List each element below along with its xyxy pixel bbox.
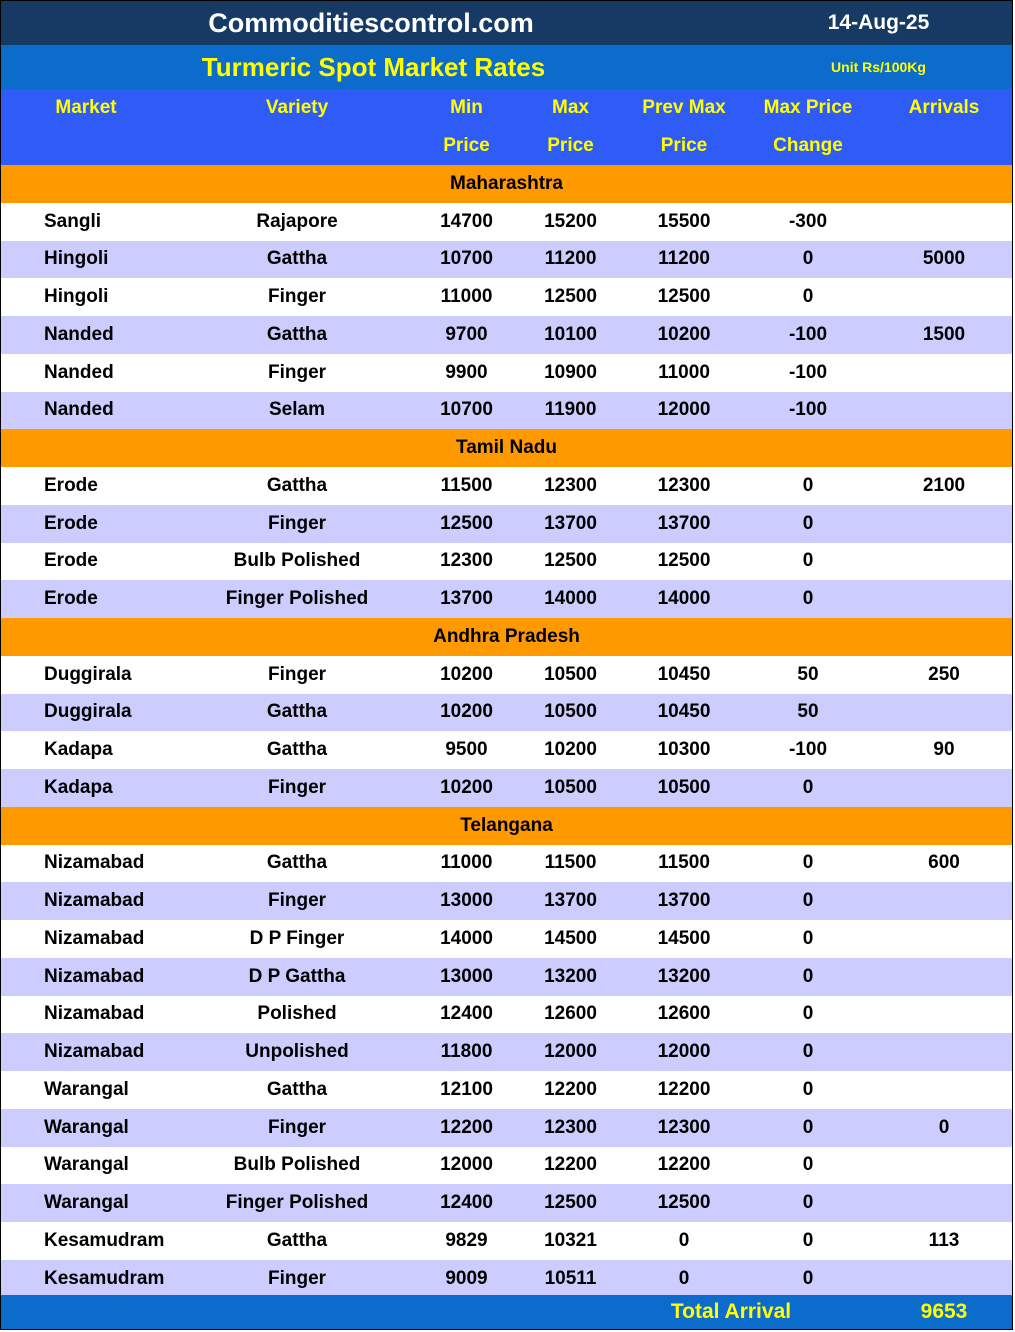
table-row bbox=[1, 580, 1012, 618]
table-row bbox=[1, 543, 1012, 581]
table-header bbox=[1, 89, 1012, 165]
cell-max-price-change: -100 bbox=[788, 739, 828, 761]
cell-arrivals bbox=[881, 392, 1007, 430]
cell-min-price: 10700 bbox=[440, 248, 493, 270]
table-row bbox=[1, 203, 1012, 241]
table-row bbox=[1, 920, 1012, 958]
cell-variety: Finger bbox=[267, 776, 327, 798]
col-min-line1: Min bbox=[450, 97, 483, 118]
col-arrivals: Arrivals bbox=[908, 97, 980, 118]
cell-max-price: 12500 bbox=[544, 286, 597, 308]
cell-arrivals bbox=[881, 580, 1007, 618]
cell-max-price: 12500 bbox=[544, 1192, 597, 1214]
cell-variety: D P Finger bbox=[249, 927, 345, 949]
cell-market: Sangli bbox=[44, 210, 102, 232]
cell-arrivals bbox=[881, 1033, 1007, 1071]
table-row bbox=[1, 731, 1012, 769]
col-max-line1: Max bbox=[552, 97, 589, 118]
cell-arrivals bbox=[881, 882, 1007, 920]
cell-max-price: 10500 bbox=[544, 776, 597, 798]
cell-market: Nizamabad bbox=[44, 965, 145, 987]
table-row bbox=[1, 354, 1012, 392]
cell-variety: Finger bbox=[267, 1116, 327, 1138]
cell-arrivals: 250 bbox=[928, 663, 960, 685]
cell-arrivals: 5000 bbox=[922, 248, 966, 270]
cell-min-price: 9900 bbox=[445, 361, 488, 383]
cell-min-price: 12300 bbox=[440, 550, 493, 572]
cell-market: Erode bbox=[44, 512, 98, 534]
cell-market: Warangal bbox=[44, 1116, 129, 1138]
cell-max-price: 13700 bbox=[544, 512, 597, 534]
cell-prev-max-price: 12000 bbox=[657, 1041, 711, 1063]
cell-min-price: 12400 bbox=[440, 1192, 493, 1214]
cell-max-price-change: 0 bbox=[802, 1041, 814, 1063]
cell-prev-max-price: 12500 bbox=[657, 286, 711, 308]
cell-max-price-change: 0 bbox=[802, 1078, 814, 1100]
cell-arrivals bbox=[881, 769, 1007, 807]
table-row bbox=[1, 996, 1012, 1034]
cell-min-price: 10700 bbox=[440, 399, 493, 421]
cell-min-price: 14700 bbox=[440, 210, 493, 232]
cell-prev-max-price: 12200 bbox=[657, 1154, 711, 1176]
cell-variety: D P Gattha bbox=[248, 965, 346, 987]
cell-max-price-change: 0 bbox=[802, 1116, 814, 1138]
cell-prev-max-price: 12000 bbox=[657, 399, 711, 421]
cell-market: Nizamabad bbox=[44, 890, 145, 912]
cell-max-price: 12200 bbox=[544, 1154, 597, 1176]
cell-variety: Finger bbox=[267, 890, 327, 912]
cell-max-price: 13200 bbox=[544, 965, 597, 987]
cell-max-price: 12000 bbox=[544, 1041, 597, 1063]
table-row bbox=[1, 1147, 1012, 1185]
cell-market: Erode bbox=[44, 588, 98, 610]
col-market: Market bbox=[55, 97, 117, 118]
cell-arrivals: 90 bbox=[933, 739, 955, 761]
cell-max-price: 12200 bbox=[544, 1078, 597, 1100]
col-min-line2: Price bbox=[443, 135, 490, 156]
cell-min-price: 12200 bbox=[440, 1116, 493, 1138]
cell-variety: Bulb Polished bbox=[233, 1154, 361, 1176]
cell-prev-max-price: 10450 bbox=[657, 701, 711, 723]
cell-prev-max-price: 11000 bbox=[658, 361, 710, 383]
cell-market: Warangal bbox=[44, 1192, 129, 1214]
cell-max-price-change: 0 bbox=[802, 1154, 814, 1176]
cell-prev-max-price: 10200 bbox=[657, 323, 711, 345]
cell-max-price-change: 0 bbox=[802, 512, 814, 534]
cell-max-price: 14500 bbox=[544, 927, 597, 949]
table-row bbox=[1, 505, 1012, 543]
cell-prev-max-price: 11500 bbox=[658, 852, 710, 874]
cell-max-price-change: 0 bbox=[802, 852, 814, 874]
cell-min-price: 12400 bbox=[440, 1003, 493, 1025]
cell-min-price: 12100 bbox=[440, 1078, 493, 1100]
cell-arrivals: 113 bbox=[928, 1229, 960, 1251]
cell-max-price: 12300 bbox=[544, 1116, 597, 1138]
cell-variety: Bulb Polished bbox=[233, 550, 361, 572]
cell-prev-max-price: 12300 bbox=[657, 1116, 711, 1138]
table-row bbox=[1, 694, 1012, 732]
cell-prev-max-price: 0 bbox=[678, 1267, 690, 1289]
cell-prev-max-price: 13700 bbox=[657, 890, 711, 912]
region-row bbox=[1, 807, 1012, 845]
cell-prev-max-price: 13200 bbox=[657, 965, 711, 987]
cell-arrivals bbox=[881, 543, 1007, 581]
cell-min-price: 13000 bbox=[440, 965, 493, 987]
cell-market: Nizamabad bbox=[44, 1003, 145, 1025]
region-row bbox=[1, 429, 1012, 467]
cell-variety: Gattha bbox=[266, 248, 328, 270]
cell-market: Nizamabad bbox=[44, 852, 145, 874]
cell-max-price: 10500 bbox=[544, 701, 597, 723]
cell-max-price: 11200 bbox=[544, 248, 597, 270]
cell-min-price: 9009 bbox=[445, 1267, 488, 1289]
col-change-line2: Change bbox=[773, 135, 843, 156]
cell-max-price-change: 0 bbox=[802, 588, 814, 610]
cell-max-price: 10200 bbox=[544, 739, 597, 761]
cell-prev-max-price: 12200 bbox=[657, 1078, 711, 1100]
page-title: Turmeric Spot Market Rates bbox=[201, 51, 546, 82]
cell-prev-max-price: 12300 bbox=[657, 474, 711, 496]
cell-arrivals bbox=[881, 1147, 1007, 1185]
cell-arrivals bbox=[881, 1184, 1007, 1222]
total-row bbox=[1, 1295, 1012, 1329]
table-row bbox=[1, 882, 1012, 920]
cell-variety: Rajapore bbox=[256, 210, 338, 232]
table-row bbox=[1, 1109, 1012, 1147]
cell-prev-max-price: 0 bbox=[678, 1229, 690, 1251]
cell-min-price: 9700 bbox=[445, 323, 488, 345]
cell-arrivals: 2100 bbox=[922, 474, 966, 496]
cell-max-price-change: 0 bbox=[802, 286, 814, 308]
region-name: Telangana bbox=[460, 814, 553, 836]
cell-market: Duggirala bbox=[44, 663, 132, 685]
cell-variety: Selam bbox=[269, 399, 325, 421]
cell-min-price: 9829 bbox=[445, 1229, 488, 1251]
table-row bbox=[1, 1033, 1012, 1071]
cell-max-price-change: -100 bbox=[788, 323, 828, 345]
cell-prev-max-price: 12500 bbox=[657, 550, 711, 572]
cell-market: Kadapa bbox=[44, 739, 113, 761]
cell-market: Nanded bbox=[44, 399, 114, 421]
region-name: Maharashtra bbox=[450, 172, 563, 194]
cell-max-price: 10900 bbox=[544, 361, 597, 383]
cell-arrivals bbox=[881, 1071, 1007, 1109]
region-row bbox=[1, 618, 1012, 656]
cell-variety: Finger bbox=[267, 286, 327, 308]
cell-prev-max-price: 14500 bbox=[657, 927, 711, 949]
cell-arrivals bbox=[881, 694, 1007, 732]
cell-max-price: 11500 bbox=[544, 852, 597, 874]
cell-max-price-change: 0 bbox=[802, 965, 814, 987]
region-name: Tamil Nadu bbox=[456, 437, 557, 459]
cell-min-price: 10200 bbox=[440, 776, 493, 798]
cell-variety: Gattha bbox=[266, 1229, 328, 1251]
region-row bbox=[1, 165, 1012, 203]
cell-max-price-change: -100 bbox=[788, 399, 828, 421]
report-date: 14-Aug-25 bbox=[827, 11, 930, 34]
col-variety: Variety bbox=[265, 97, 329, 118]
table-row bbox=[1, 392, 1012, 430]
cell-min-price: 9500 bbox=[445, 739, 488, 761]
cell-prev-max-price: 13700 bbox=[657, 512, 711, 534]
cell-market: Erode bbox=[44, 474, 98, 496]
cell-arrivals bbox=[881, 996, 1007, 1034]
table-row bbox=[1, 958, 1012, 996]
table-row bbox=[1, 1260, 1012, 1298]
cell-variety: Gattha bbox=[266, 852, 328, 874]
col-max-line2: Price bbox=[547, 135, 594, 156]
cell-prev-max-price: 10500 bbox=[657, 776, 711, 798]
cell-market: Nizamabad bbox=[44, 927, 145, 949]
cell-variety: Gattha bbox=[266, 474, 328, 496]
cell-market: Warangal bbox=[44, 1154, 129, 1176]
cell-max-price: 12300 bbox=[544, 474, 597, 496]
cell-market: Duggirala bbox=[44, 701, 132, 723]
cell-variety: Finger Polished bbox=[225, 588, 369, 610]
cell-prev-max-price: 14000 bbox=[657, 588, 711, 610]
cell-max-price-change: 0 bbox=[802, 890, 814, 912]
cell-arrivals bbox=[881, 203, 1007, 241]
cell-max-price-change: 50 bbox=[797, 701, 819, 723]
cell-min-price: 12000 bbox=[440, 1154, 493, 1176]
cell-min-price: 10200 bbox=[440, 701, 493, 723]
cell-min-price: 11800 bbox=[440, 1041, 493, 1063]
cell-arrivals bbox=[881, 505, 1007, 543]
region-name: Andhra Pradesh bbox=[433, 625, 580, 647]
cell-prev-max-price: 10450 bbox=[657, 663, 711, 685]
cell-min-price: 14000 bbox=[440, 927, 493, 949]
cell-max-price-change: 0 bbox=[802, 1229, 814, 1251]
cell-max-price: 10321 bbox=[544, 1229, 597, 1251]
total-value: 9653 bbox=[920, 1300, 968, 1323]
cell-variety: Unpolished bbox=[245, 1041, 349, 1063]
cell-arrivals bbox=[881, 1260, 1007, 1298]
cell-max-price-change: 0 bbox=[802, 927, 814, 949]
table-row bbox=[1, 845, 1012, 883]
site-bar bbox=[1, 1, 1012, 45]
cell-max-price-change: 0 bbox=[802, 776, 814, 798]
cell-market: Kesamudram bbox=[44, 1267, 165, 1289]
cell-max-price-change: -100 bbox=[788, 361, 828, 383]
cell-max-price-change: 0 bbox=[802, 1267, 814, 1289]
cell-max-price-change: 0 bbox=[802, 248, 814, 270]
cell-max-price: 10100 bbox=[544, 323, 597, 345]
cell-variety: Finger bbox=[267, 663, 327, 685]
cell-min-price: 13700 bbox=[440, 588, 493, 610]
cell-max-price-change: 0 bbox=[802, 1003, 814, 1025]
cell-max-price-change: 0 bbox=[802, 550, 814, 572]
col-prev-line2: Price bbox=[660, 135, 708, 156]
unit-label: Unit Rs/100Kg bbox=[831, 59, 926, 75]
cell-max-price-change: -300 bbox=[788, 210, 828, 232]
cell-min-price: 12500 bbox=[440, 512, 493, 534]
cell-max-price-change: 50 bbox=[797, 663, 819, 685]
cell-variety: Polished bbox=[257, 1003, 337, 1025]
cell-arrivals bbox=[881, 354, 1007, 392]
table-row bbox=[1, 1184, 1012, 1222]
cell-max-price: 15200 bbox=[544, 210, 597, 232]
cell-arrivals bbox=[881, 920, 1007, 958]
table-row bbox=[1, 769, 1012, 807]
title-bar bbox=[1, 45, 1012, 89]
cell-variety: Finger Polished bbox=[225, 1192, 369, 1214]
cell-variety: Gattha bbox=[266, 1078, 328, 1100]
cell-market: Hingoli bbox=[44, 286, 109, 308]
cell-prev-max-price: 10300 bbox=[657, 739, 711, 761]
cell-variety: Finger bbox=[267, 1267, 327, 1289]
col-prev-line1: Prev Max bbox=[642, 97, 726, 118]
cell-market: Kesamudram bbox=[44, 1229, 165, 1251]
site-name: Commoditiescontrol.com bbox=[208, 7, 534, 38]
cell-arrivals: 1500 bbox=[922, 323, 966, 345]
cell-market: Hingoli bbox=[44, 248, 109, 270]
table-row bbox=[1, 1222, 1012, 1260]
cell-variety: Gattha bbox=[266, 323, 328, 345]
cell-prev-max-price: 15500 bbox=[657, 210, 711, 232]
cell-variety: Gattha bbox=[266, 739, 328, 761]
cell-min-price: 13000 bbox=[440, 890, 493, 912]
cell-market: Nanded bbox=[44, 323, 114, 345]
cell-variety: Finger bbox=[267, 361, 327, 383]
cell-variety: Finger bbox=[267, 512, 327, 534]
cell-max-price: 14000 bbox=[544, 588, 597, 610]
table-row bbox=[1, 316, 1012, 354]
cell-prev-max-price: 12500 bbox=[657, 1192, 711, 1214]
table-row bbox=[1, 467, 1012, 505]
total-label: Total Arrival bbox=[670, 1300, 792, 1323]
cell-prev-max-price: 11200 bbox=[658, 248, 710, 270]
col-change-line1: Max Price bbox=[763, 97, 853, 118]
cell-max-price: 11900 bbox=[544, 399, 597, 421]
cell-max-price: 10511 bbox=[544, 1267, 597, 1289]
cell-max-price: 13700 bbox=[544, 890, 597, 912]
table-row bbox=[1, 278, 1012, 316]
table-row bbox=[1, 1071, 1012, 1109]
cell-min-price: 11000 bbox=[440, 286, 493, 308]
cell-market: Nanded bbox=[44, 361, 114, 383]
cell-arrivals bbox=[881, 958, 1007, 996]
cell-market: Kadapa bbox=[44, 776, 113, 798]
cell-market: Warangal bbox=[44, 1078, 129, 1100]
cell-max-price: 10500 bbox=[544, 663, 597, 685]
cell-min-price: 11000 bbox=[440, 852, 493, 874]
cell-min-price: 10200 bbox=[440, 663, 493, 685]
cell-market: Nizamabad bbox=[44, 1041, 145, 1063]
cell-variety: Gattha bbox=[266, 701, 328, 723]
cell-market: Erode bbox=[44, 550, 98, 572]
cell-arrivals: 600 bbox=[928, 852, 960, 874]
cell-max-price-change: 0 bbox=[802, 474, 814, 496]
cell-arrivals bbox=[881, 278, 1007, 316]
cell-max-price-change: 0 bbox=[802, 1192, 814, 1214]
cell-arrivals: 0 bbox=[938, 1116, 950, 1138]
cell-prev-max-price: 12600 bbox=[657, 1003, 711, 1025]
table-row bbox=[1, 656, 1012, 694]
table-row bbox=[1, 241, 1012, 279]
cell-min-price: 11500 bbox=[440, 474, 493, 496]
cell-max-price: 12600 bbox=[544, 1003, 597, 1025]
cell-max-price: 12500 bbox=[544, 550, 597, 572]
